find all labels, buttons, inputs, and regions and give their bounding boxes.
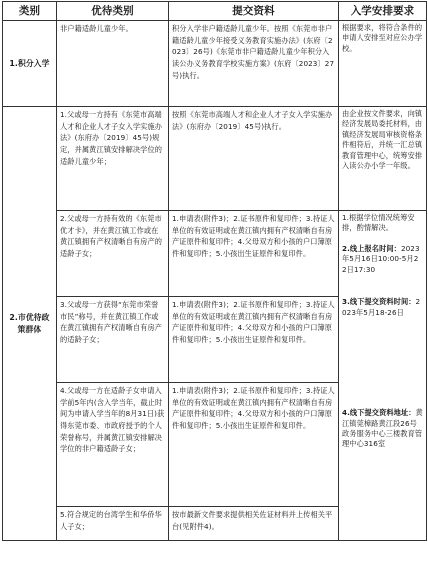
req-offline-address-title: 4.线下提交资料地址： xyxy=(342,408,416,418)
row-talent-children xyxy=(3,107,427,211)
req-offline-submission-title: 3.线下提交资料时间： xyxy=(342,297,416,307)
req-talent-children: 由企业按文件要求，向镇经济发展局委托材料，由镇经济发展局审核资格条件相符后，并统一汇总镇教育管理中心，统筹安排入读公办小学一年级。 xyxy=(339,107,427,211)
category-preferential-groups xyxy=(3,107,57,541)
category-points-admission: 1.积分入学 xyxy=(3,21,57,107)
type-talent-card: 2.父或母一方持有效的《东莞市优才卡》，并在黄江镇工作或在黄江镇拥有产权清晰自有房产的适龄子女； xyxy=(57,211,169,297)
type-personal-honor: 4.父或母一方在适龄子女申请入学前5年内(含入学当年，截止时间为申请入学当年的8月31日)获得东莞市委、市政府授予的个人荣誉称号，并属黄江镇安排解决学位的非户籍适龄子女； xyxy=(57,383,169,507)
req-online-signup-time: 2023年5月16日10:00-5月22日17:30 xyxy=(342,243,420,274)
type-honorary-citizen: 3.父或母一方获得“东莞市荣誉市民”称号，并在黄江镇工作或在黄江镇拥有产权清晰自有房产的适龄子女； xyxy=(57,297,169,383)
type-talent-children: 1.父或母一方持有《东莞市高端人才和企业人才子女入学实施办法》(东府办〔2019〕45号)规定，并属黄江镇安排解决学位的适龄儿童少年； xyxy=(57,107,169,211)
header-type: 优待类别 xyxy=(57,2,169,21)
req-offline-address xyxy=(342,408,423,450)
header-requirements: 入学安排要求 xyxy=(339,2,427,21)
type-points-admission: 非户籍适龄儿童少年。 xyxy=(57,21,169,107)
req-offline-address-body: 黄江镇莞樟路黄江段26号政务服务中心三楼教育管理中心316室 xyxy=(342,408,423,449)
type-taiwan-overseas: 5.符合规定的台湾学生和华侨华人子女； xyxy=(57,507,169,541)
docs-personal-honor: 1.申请表(附件3)；2.证书原件和复印件；3.持证人单位的有效证明或在黄江镇内拥有产权清晰自有房产证原件和复印件；4.父母双方和小孩的户口簿原件和复印件；5.小孩出生证原件和复印件。 xyxy=(169,383,339,507)
req-points-admission: 根据要求，将符合条件的申请人安排至对应公办学校。 xyxy=(339,21,427,107)
docs-talent-children: 按照《东莞市高端人才和企业人才子女入学实施办法》(东府办〔2019〕45号)执行。 xyxy=(169,107,339,211)
req-preferential-schedule xyxy=(339,211,427,541)
header-category: 类别 xyxy=(3,2,57,21)
docs-taiwan-overseas: 按市最新文件要求提供相关佐证材料并上传相关平台(见附件4)。 xyxy=(169,507,339,541)
req-online-signup xyxy=(342,244,423,275)
header-row xyxy=(3,2,427,21)
docs-honorary-citizen: 1.申请表(附件3)；2.证书原件和复印件；3.持证人单位的有效证明或在黄江镇内拥有产权清晰自有房产证原件和复印件；4.父母双方和小孩的户口簿原件和复印件；5.小孩出生证原件和复印件。 xyxy=(169,297,339,383)
header-docs: 提交资料 xyxy=(169,2,339,21)
req-offline-submission-dates: 2023年5月18-26日 xyxy=(342,297,421,317)
category-preferential-label: 2.市优待政策群体 xyxy=(9,312,50,334)
req-online-signup-title: 2.线上报名时间： xyxy=(342,243,401,253)
docs-points-admission: 积分入学非户籍适龄儿童少年。按照《东莞市非户籍适龄儿童少年接受义务教育实施办法》(东府〔2023〕26号)《东莞市非户籍适龄儿童少年积分入读公办义务教育学校实施方案》(东府〔2023〕27号)执行。 xyxy=(169,21,339,107)
req-allocation: 1.根据学位情况统筹安排，酌情解决。 xyxy=(342,213,415,233)
row-talent-card xyxy=(3,211,427,297)
req-offline-submission-time xyxy=(342,297,423,318)
enrollment-table xyxy=(2,1,427,541)
row-points-admission xyxy=(3,21,427,107)
docs-talent-card: 1.申请表(附件3)；2.证书原件和复印件；3.持证人单位的有效证明或在黄江镇内拥有产权清晰自有房产证原件和复印件；4.父母双方和小孩的户口簿原件和复印件；5.小孩出生证原件和复印件。 xyxy=(169,211,339,297)
